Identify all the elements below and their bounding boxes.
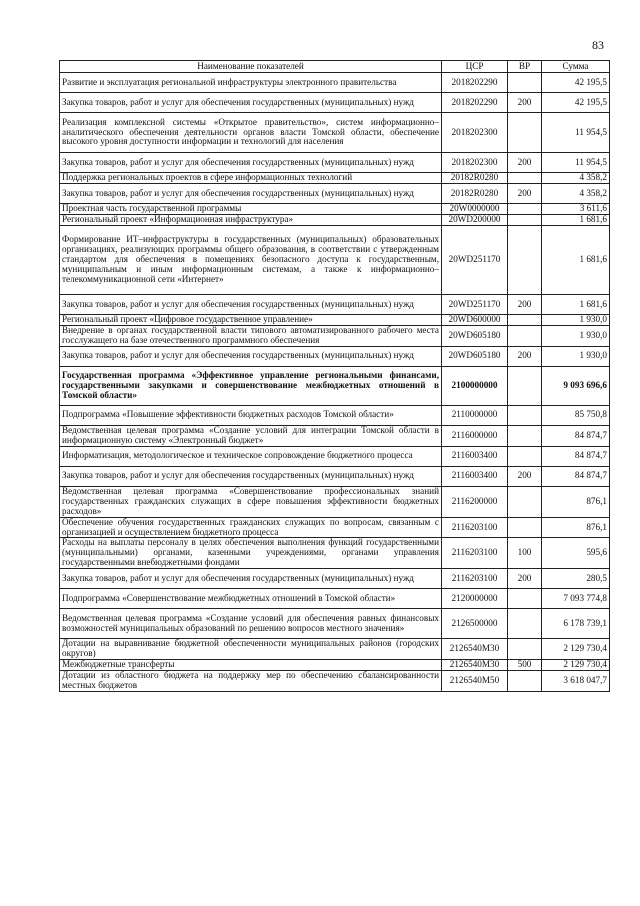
cell-csr: 20WD200000 (442, 215, 508, 226)
cell-csr: 2018202300 (442, 153, 508, 173)
budget-table (59, 60, 610, 692)
table-row (60, 660, 610, 671)
cell-vr: 500 (508, 660, 542, 671)
cell-name: Государственная программа «Эффективное управление региональными финансами, государственными закупками и совершенствование межбюджетных отношений в Томской области» (60, 366, 442, 405)
table-row (60, 184, 610, 204)
cell-name: Закупка товаров, работ и услуг для обеспечения государственных (муниципальных) нужд (60, 93, 442, 113)
cell-vr (508, 73, 542, 93)
header-csr: ЦСР (442, 61, 508, 73)
cell-name: Закупка товаров, работ и услуг для обеспечения государственных (муниципальных) нужд (60, 153, 442, 173)
cell-csr: 2110000000 (442, 405, 508, 425)
cell-sum: 7 093 774,8 (542, 589, 610, 609)
cell-csr: 20W0000000 (442, 204, 508, 215)
table-row (60, 315, 610, 326)
cell-name: Региональный проект «Информационная инфраструктура» (60, 215, 442, 226)
cell-name: Закупка товаров, работ и услуг для обеспечения государственных (муниципальных) нужд (60, 184, 442, 204)
cell-sum: 1 930,0 (542, 315, 610, 326)
cell-vr: 200 (508, 93, 542, 113)
cell-sum: 2 129 730,4 (542, 660, 610, 671)
cell-vr: 100 (508, 538, 542, 569)
table-row (60, 446, 610, 466)
table-row (60, 295, 610, 315)
cell-sum: 595,6 (542, 538, 610, 569)
cell-csr: 20WD251170 (442, 226, 508, 295)
cell-sum: 4 358,2 (542, 184, 610, 204)
cell-name: Поддержка региональных проектов в сфере информационных технологий (60, 173, 442, 184)
cell-csr: 20182R0280 (442, 173, 508, 184)
cell-csr: 20WD605180 (442, 326, 508, 347)
cell-name: Развитие и эксплуатация региональной инфраструктуры электронного правительства (60, 73, 442, 93)
cell-sum: 1 930,0 (542, 346, 610, 366)
cell-name: Ведомственная целевая программа «Создание условий для обеспечения равных финансовых возможностей муниципальных образований по решению вопросов местного значения» (60, 609, 442, 639)
cell-sum: 6 178 739,1 (542, 609, 610, 639)
cell-vr (508, 173, 542, 184)
table-row (60, 671, 610, 692)
cell-sum: 11 954,5 (542, 113, 610, 153)
cell-csr: 2116003400 (442, 466, 508, 486)
cell-sum: 1 681,6 (542, 226, 610, 295)
cell-name: Дотации на выравнивание бюджетной обеспеченности муниципальных районов (городских округов) (60, 639, 442, 660)
cell-csr: 2126500000 (442, 609, 508, 639)
table-header-row (60, 61, 610, 73)
cell-name: Подпрограмма «Совершенствование межбюджетных отношений в Томской области» (60, 589, 442, 609)
cell-vr (508, 215, 542, 226)
table-row (60, 486, 610, 517)
cell-sum: 1 681,6 (542, 295, 610, 315)
cell-vr (508, 366, 542, 405)
cell-sum: 84 874,7 (542, 466, 610, 486)
cell-vr: 200 (508, 466, 542, 486)
cell-name: Закупка товаров, работ и услуг для обеспечения государственных (муниципальных) нужд (60, 466, 442, 486)
cell-csr: 2116003400 (442, 446, 508, 466)
cell-vr (508, 446, 542, 466)
table-row (60, 517, 610, 538)
cell-vr (508, 517, 542, 538)
cell-name: Подпрограмма «Повышение эффективности бюджетных расходов Томской области» (60, 405, 442, 425)
cell-sum: 4 358,2 (542, 173, 610, 184)
table-row (60, 173, 610, 184)
cell-sum: 876,1 (542, 517, 610, 538)
cell-csr: 2100000000 (442, 366, 508, 405)
table-row (60, 153, 610, 173)
cell-sum: 876,1 (542, 486, 610, 517)
cell-csr: 20WD605180 (442, 346, 508, 366)
table-row (60, 466, 610, 486)
cell-csr: 2116203100 (442, 538, 508, 569)
cell-sum: 3 618 047,7 (542, 671, 610, 692)
table-row (60, 215, 610, 226)
cell-vr (508, 326, 542, 347)
table-body (60, 73, 610, 692)
table-row (60, 405, 610, 425)
table-row (60, 326, 610, 347)
cell-name: Закупка товаров, работ и услуг для обеспечения государственных (муниципальных) нужд (60, 295, 442, 315)
cell-vr: 200 (508, 295, 542, 315)
cell-sum: 42 195,5 (542, 93, 610, 113)
cell-vr (508, 113, 542, 153)
cell-name: Формирование ИТ–инфраструктуры в государственных (муниципальных) образовательных организациях, реализующих программы общего образования, в соответствии с утвержденным стандартом для обеспечения в помещениях безопасного доступа к государственным, муниципальным и иным информационным системам, а также к информационно–телекоммуникационной сети «Интернет» (60, 226, 442, 295)
cell-sum: 84 874,7 (542, 446, 610, 466)
cell-name: Проектная часть государственной программы (60, 204, 442, 215)
table-row (60, 204, 610, 215)
cell-csr: 2018202290 (442, 93, 508, 113)
cell-csr: 2126540M30 (442, 660, 508, 671)
cell-vr (508, 639, 542, 660)
cell-vr (508, 609, 542, 639)
cell-name: Информатизация, методологическое и техническое сопровождение бюджетного процесса (60, 446, 442, 466)
cell-csr: 2116203100 (442, 569, 508, 589)
cell-vr: 200 (508, 346, 542, 366)
cell-csr: 2120000000 (442, 589, 508, 609)
cell-vr: 200 (508, 184, 542, 204)
cell-name: Дотации из областного бюджета на поддержку мер по обеспечению сбалансированности местных бюджетов (60, 671, 442, 692)
header-name: Наименование показателей (60, 61, 442, 73)
header-sum: Сумма (542, 61, 610, 73)
table-row (60, 589, 610, 609)
table-row (60, 538, 610, 569)
cell-sum: 3 611,6 (542, 204, 610, 215)
cell-sum: 280,5 (542, 569, 610, 589)
cell-vr (508, 425, 542, 446)
cell-csr: 2116200000 (442, 486, 508, 517)
cell-name: Внедрение в органах государственной власти типового автоматизированного рабочего места госслужащего на базе отечественного программного обеспечения (60, 326, 442, 347)
cell-name: Закупка товаров, работ и услуг для обеспечения государственных (муниципальных) нужд (60, 569, 442, 589)
cell-sum: 84 874,7 (542, 425, 610, 446)
table-row (60, 639, 610, 660)
cell-csr: 20WD600000 (442, 315, 508, 326)
cell-vr (508, 486, 542, 517)
cell-name: Закупка товаров, работ и услуг для обеспечения государственных (муниципальных) нужд (60, 346, 442, 366)
cell-sum: 1 681,6 (542, 215, 610, 226)
cell-csr: 2116203100 (442, 517, 508, 538)
cell-sum: 11 954,5 (542, 153, 610, 173)
cell-name: Расходы на выплаты персоналу в целях обеспечения выполнения функций государственными (муниципальными) органами, казенными учреждениями, органами управления государственными внебюджетными фондами (60, 538, 442, 569)
table-row (60, 93, 610, 113)
cell-sum: 42 195,5 (542, 73, 610, 93)
table-row (60, 346, 610, 366)
cell-csr: 2018202290 (442, 73, 508, 93)
cell-csr: 20WD251170 (442, 295, 508, 315)
cell-name: Межбюджетные трансферты (60, 660, 442, 671)
cell-vr: 200 (508, 569, 542, 589)
table-row (60, 73, 610, 93)
cell-vr (508, 315, 542, 326)
table-row (60, 425, 610, 446)
cell-name: Обеспечение обучения государственных гражданских служащих по вопросам, связанным с организацией и осуществлением бюджетного процесса (60, 517, 442, 538)
cell-vr (508, 226, 542, 295)
table-row (60, 226, 610, 295)
cell-name: Ведомственная целевая программа «Совершенствование профессиональных знаний государственных гражданских служащих в сфере повышения эффективности бюджетных расходов» (60, 486, 442, 517)
cell-name: Региональный проект «Цифровое государственное управление» (60, 315, 442, 326)
table-row (60, 366, 610, 405)
cell-sum: 85 750,8 (542, 405, 610, 425)
cell-sum: 2 129 730,4 (542, 639, 610, 660)
cell-vr: 200 (508, 153, 542, 173)
table-row (60, 609, 610, 639)
cell-vr (508, 671, 542, 692)
cell-vr (508, 589, 542, 609)
page-number: 83 (592, 38, 604, 52)
cell-csr: 20182R0280 (442, 184, 508, 204)
cell-csr: 2126540M30 (442, 639, 508, 660)
cell-sum: 1 930,0 (542, 326, 610, 347)
cell-vr (508, 405, 542, 425)
cell-csr: 2018202300 (442, 113, 508, 153)
header-vr: ВР (508, 61, 542, 73)
cell-name: Реализация комплексной системы «Открытое правительство», систем информационно–аналитического обеспечения деятельности органов власти Томской области, обеспечение высокого уровня доступности информации и технологий для населения (60, 113, 442, 153)
cell-sum: 9 093 696,6 (542, 366, 610, 405)
table-row (60, 113, 610, 153)
cell-vr (508, 204, 542, 215)
cell-csr: 2116000000 (442, 425, 508, 446)
cell-name: Ведомственная целевая программа «Создание условий для интеграции Томской области в информационную систему «Электронный бюджет» (60, 425, 442, 446)
cell-csr: 2126540M50 (442, 671, 508, 692)
table-row (60, 569, 610, 589)
